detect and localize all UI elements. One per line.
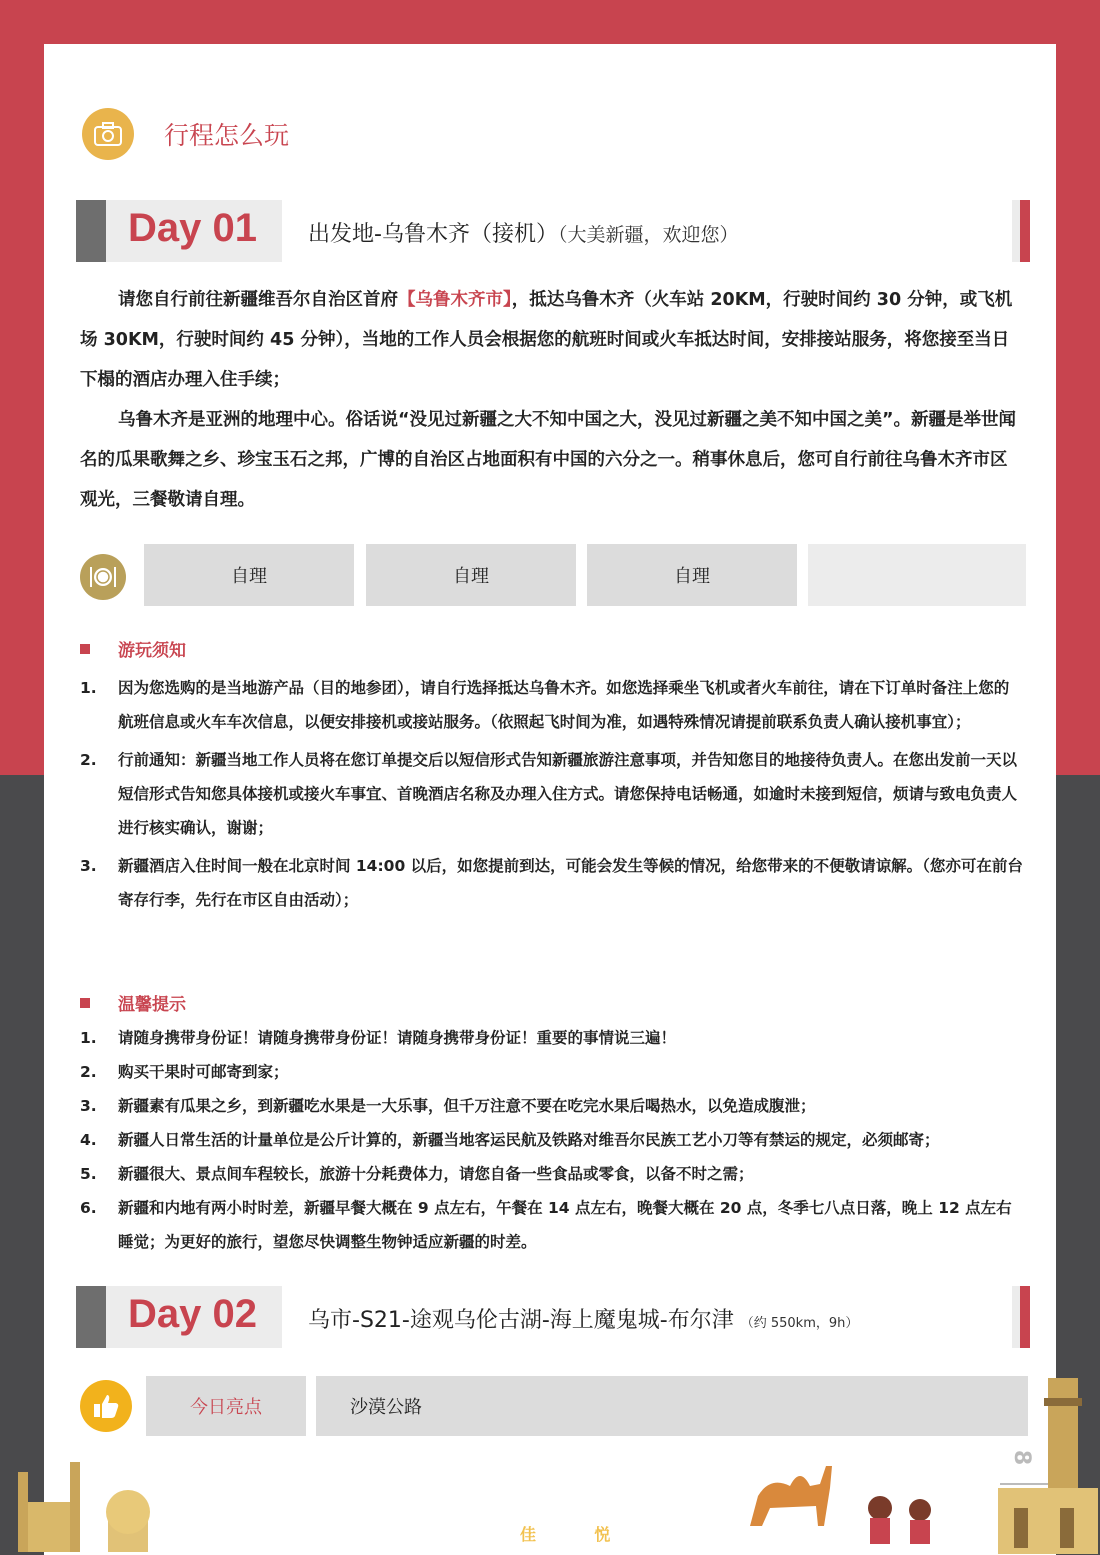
day2-title-text: 乌市-S21-途观乌伦古湖-海上魔鬼城-布尔津 <box>308 1308 734 1333</box>
bullet-square-icon <box>80 644 90 654</box>
footer <box>0 1508 1100 1555</box>
thumbs-up-icon <box>80 1380 132 1432</box>
day1-label: Day 01 <box>128 206 257 250</box>
day1-paragraph-2: 乌鲁木齐是亚洲的地理中心。俗话说“没见过新疆之大不知中国之大，没见过新疆之美不知中国之美”。新疆是举世闻名的瓜果歌舞之乡、珍宝玉石之邦，广博的自治区占地面积有中国的六分之一。稍事休息后，您可自行前往乌鲁木齐市区观光，三餐敬请自理。 <box>80 410 1016 510</box>
notice-list <box>80 671 1024 917</box>
meal-row <box>80 544 1028 608</box>
highlight-value: 沙漠公路 <box>316 1376 1028 1436</box>
day1-subtitle: （大美新疆，欢迎您） <box>557 224 739 246</box>
section-title: 行程怎么玩 <box>164 121 290 150</box>
camel-illustration <box>740 1436 940 1546</box>
page-number: 8 <box>1009 1449 1035 1466</box>
bullet-square-icon <box>80 998 90 1008</box>
day1-title-text: 出发地-乌鲁木齐（接机） <box>308 222 558 247</box>
footer-placeholder-text: □□□□□□□ □□□□□ □ <box>168 1522 418 1542</box>
day1-header-bar <box>76 200 1030 262</box>
list-item: 2. 行前通知：新疆当地工作人员将在您订单提交后以短信形式告知新疆旅游注意事项，并告知您目的地接待负责人。在您出发前一天以短信形式告知您具体接机或接火车事宜、首晚酒店名称及办理入住方式。请您保持电话畅通，如逾时未接到短信，烦请与致电负责人进行核实确认，谢谢； <box>80 751 1018 837</box>
list-item: 1. 请随身携带身份证！请随身携带身份证！请随身携带身份证！重要的事情说三遍！ <box>80 1029 677 1047</box>
mosque-illustration <box>8 1442 158 1552</box>
tips-list <box>80 1021 1024 1259</box>
list-item: 3. 新疆酒店入住时间一般在北京时间 14:00 以后，如您提前到达，可能会发生等候的情况，给您带来的不便敬请谅解。（您亦可在前台寄存行李，先行在市区自由活动）； <box>80 857 1023 909</box>
list-item: 1. 因为您选购的是当地游产品（目的地参团），请自行选择抵达乌鲁木齐。如您选择乘坐飞机或者火车前往，请在下订单时备注上您的航班信息或火车车次信息，以便安排接机或接站服务。（依照起飞时间为准，如遇特殊情况请提前联系负责人确认接机事宜）； <box>80 679 1010 731</box>
day1-title <box>308 217 738 248</box>
meal-lunch: 自理 <box>366 544 576 606</box>
tips-title: 温馨提示 <box>80 990 186 1015</box>
list-item: 2. 购买干果时可邮寄到家； <box>80 1063 289 1081</box>
list-item: 6. 新疆和内地有两小时时差，新疆早餐大概在 9 点左右，午餐在 14 点左右，晚餐大概在 20 点，冬季七八点日落，晚上 12 点左右睡觉；为更好的旅行，望您尽快调整生物钟适应新疆的时差。 <box>80 1199 1012 1251</box>
section-header <box>82 108 289 160</box>
camera-icon <box>82 108 134 160</box>
day2-header-bar <box>76 1286 1030 1348</box>
footer-slogan: 佳·游世界 悦·享旅程 <box>520 1525 664 1544</box>
day2-subtitle: （约 550km，9h） <box>740 1316 859 1331</box>
list-item: 3. 新疆素有瓜果之乡，到新疆吃水果是一大乐事，但千万注意不要在吃完水果后喝热水，以免造成腹泄； <box>80 1097 816 1115</box>
meal-breakfast: 自理 <box>144 544 354 606</box>
day2-label: Day 02 <box>128 1292 257 1336</box>
list-item: 5. 新疆很大、景点间车程较长，旅游十分耗费体力，请您自备一些食品或零食，以备不时之需； <box>80 1165 754 1183</box>
plate-icon <box>80 554 126 600</box>
list-item: 4. 新疆人日常生活的计量单位是公斤计算的，新疆当地客运民航及铁路对维吾尔民族工艺小刀等有禁运的规定，必须邮寄； <box>80 1131 940 1149</box>
highlight-label: 今日亮点 <box>146 1376 306 1436</box>
tower-illustration <box>990 1378 1098 1554</box>
notice-title: 游玩须知 <box>80 636 186 661</box>
day2-title <box>308 1303 858 1334</box>
day1-paragraph-1: 请您自行前往新疆维吾尔自治区首府【乌鲁木齐市】，抵达乌鲁木齐（火车站 20KM，行驶时间约 30 分钟，或飞机场 30KM，行驶时间约 45 分钟），当地的工作人员会根据您的航班时间或火车抵达时间，安排接站服务，将您接至当日下榻的酒店办理入住手续； <box>80 290 1013 390</box>
meal-extra <box>808 544 1026 606</box>
highlight-urumqi: 【乌鲁木齐市】 <box>398 290 512 310</box>
meal-dinner: 自理 <box>587 544 797 606</box>
highlight-row <box>80 1374 1030 1438</box>
